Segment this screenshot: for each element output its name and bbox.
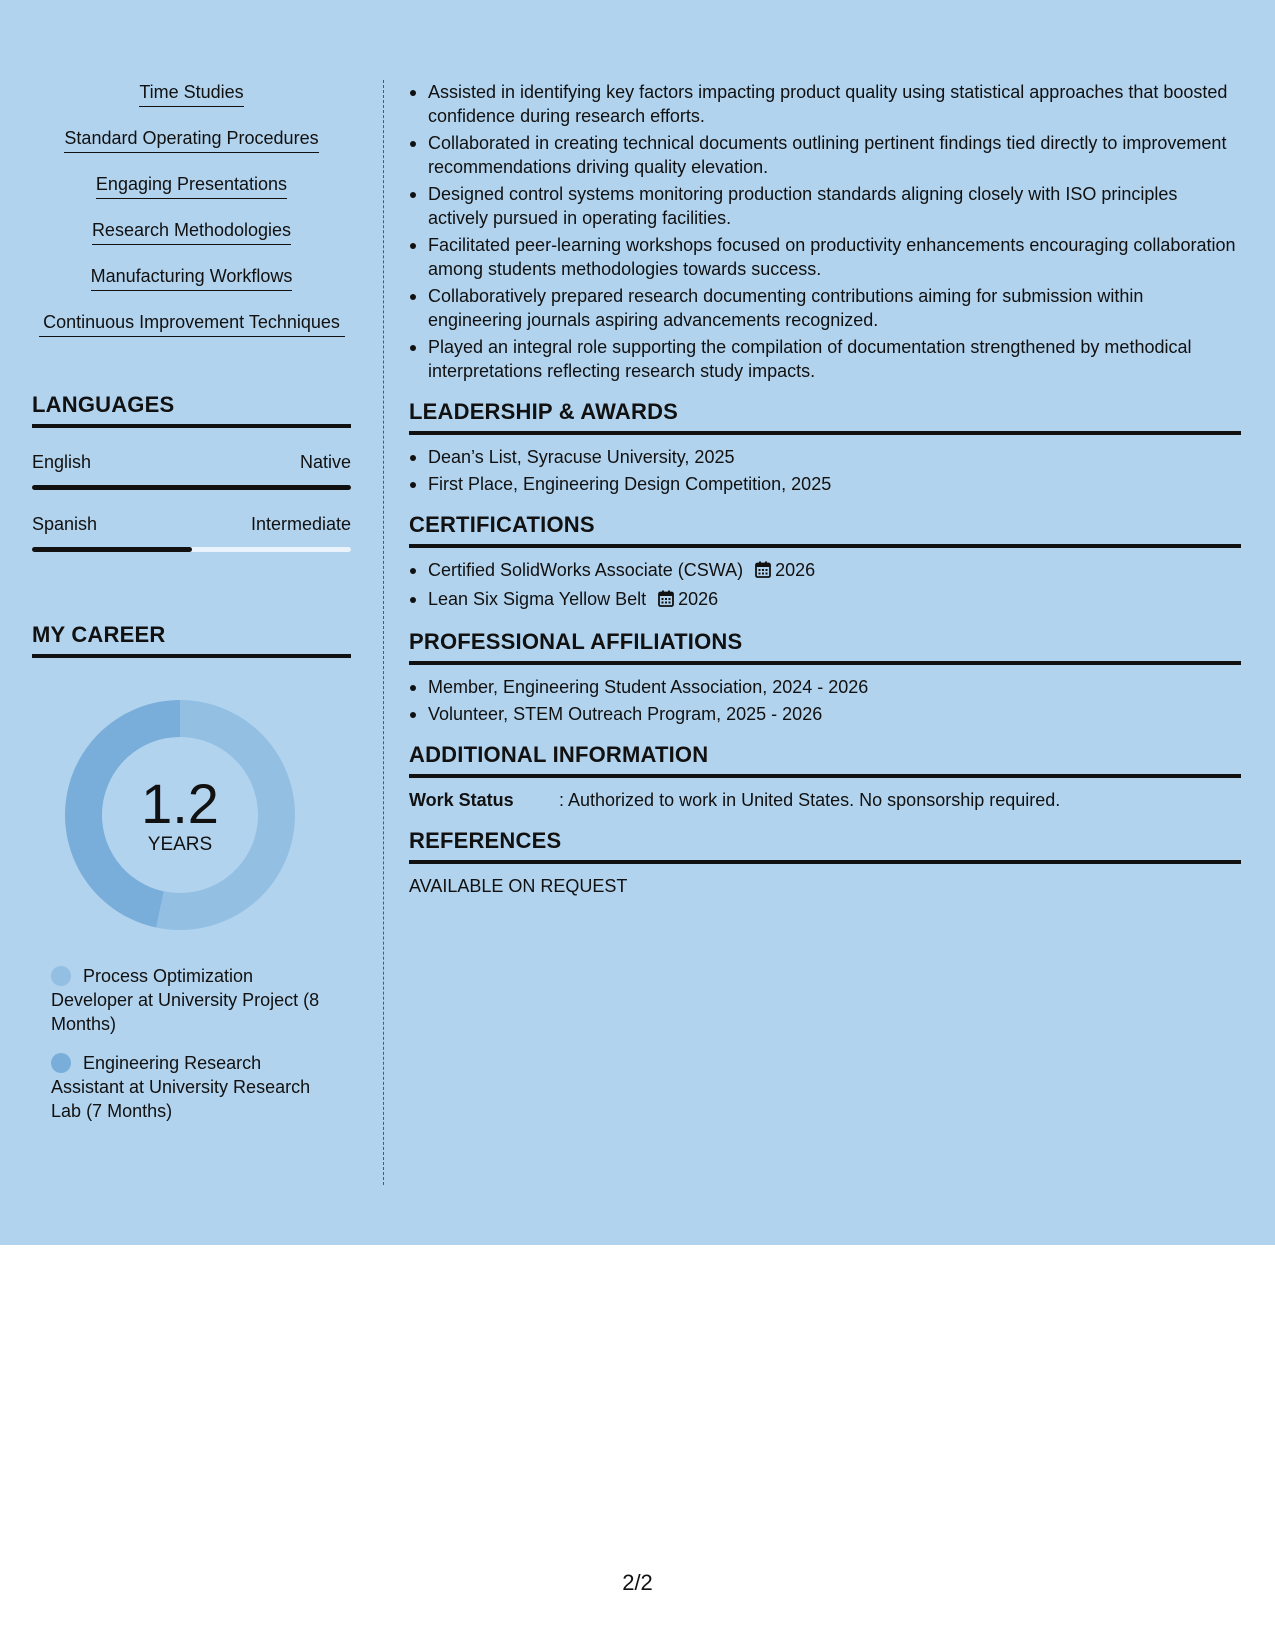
skill-item: Time Studies	[139, 80, 243, 107]
experience-bullet: Assisted in identifying key factors impacting product quality using statistical approaches that boosted confidence during research efforts.	[409, 80, 1241, 128]
experience-bullet: Facilitated peer-learning workshops focused on productivity enhancements encouraging collaboration among students methodologies towards success.	[409, 233, 1241, 281]
certification-item	[409, 558, 1241, 584]
certification-year: 2026	[678, 589, 719, 609]
language-name: English	[32, 452, 92, 472]
language-bar	[32, 485, 351, 490]
certification-name: Lean Six Sigma Yellow Belt	[428, 589, 647, 609]
work-status-value: : Authorized to work in United States. No sponsorship required.	[559, 790, 1061, 810]
skill-item: Continuous Improvement Techniques	[39, 310, 345, 337]
career-title: Engineering Research Assistant at University Research Lab	[51, 1053, 311, 1121]
certification-name: Certified SolidWorks Associate (CSWA)	[428, 560, 744, 580]
affiliations-section	[409, 629, 1241, 726]
language-bar	[32, 547, 351, 552]
right-column	[409, 80, 1241, 898]
career-total-unit: YEARS	[147, 834, 213, 855]
language-level: Native	[299, 452, 351, 472]
left-column	[32, 80, 351, 1138]
experience-bullet: Collaboratively prepared research documenting contributions aiming for submission within engineering journals aspiring advancements recognized.	[409, 284, 1241, 332]
experience-bullet: Collaborated in creating technical documents outlining pertinent findings tied directly to improvement recommendations driving quality elevation.	[409, 131, 1241, 179]
work-status-label: Work Status	[409, 790, 514, 810]
references-text: AVAILABLE ON REQUEST	[409, 876, 628, 896]
career-duration: (8 Months)	[51, 990, 320, 1034]
column-divider	[383, 80, 384, 1185]
work-status-row	[409, 788, 1241, 812]
award-item: First Place, Engineering Design Competition, 2025	[409, 472, 1241, 496]
additional-section	[409, 742, 1241, 812]
experience-bullets	[409, 80, 1241, 383]
page-number: 2/2	[622, 1570, 653, 1595]
skill-item: Standard Operating Procedures	[64, 126, 318, 153]
references-heading: REFERENCES	[409, 828, 1241, 864]
language-name: Spanish	[32, 514, 98, 534]
certification-year: 2026	[775, 560, 816, 580]
language-level: Intermediate	[250, 514, 351, 534]
skill-item: Engaging Presentations	[96, 172, 287, 199]
language-bar-fill	[32, 547, 192, 552]
affiliation-item: Member, Engineering Student Association, 2024 - 2026	[409, 675, 1241, 699]
calendar-icon	[658, 589, 674, 613]
skills-list	[32, 80, 351, 356]
career-legend-item	[51, 1051, 336, 1123]
experience-bullet: Designed control systems monitoring production standards aligning closely with ISO principles actively pursued in operating facilities.	[409, 182, 1241, 230]
experience-bullet: Played an integral role supporting the compilation of documentation strengthened by methodical interpretations reflecting research study impacts.	[409, 335, 1241, 383]
affiliations-heading: PROFESSIONAL AFFILIATIONS	[409, 629, 1241, 665]
skill-item: Research Methodologies	[92, 218, 291, 245]
calendar-icon	[755, 560, 771, 584]
additional-heading: ADDITIONAL INFORMATION	[409, 742, 1241, 778]
language-bar-fill	[32, 485, 351, 490]
skill-item: Manufacturing Workflows	[91, 264, 293, 291]
language-item	[32, 452, 351, 490]
career-legend-item	[51, 964, 336, 1036]
legend-dot-icon	[51, 1053, 71, 1073]
career-title: Process Optimization Developer at University Project	[51, 966, 299, 1010]
language-item	[32, 514, 351, 552]
certifications-heading: CERTIFICATIONS	[409, 512, 1241, 548]
legend-dot-icon	[51, 966, 71, 986]
career-total-value: 1.2	[141, 772, 219, 835]
certifications-section	[409, 512, 1241, 613]
certification-item	[409, 587, 1241, 613]
languages-heading: LANGUAGES	[32, 392, 351, 428]
leadership-heading: LEADERSHIP & AWARDS	[409, 399, 1241, 435]
award-item: Dean’s List, Syracuse University, 2025	[409, 445, 1241, 469]
career-legend	[51, 964, 336, 1123]
affiliation-item: Volunteer, STEM Outreach Program, 2025 - 2026	[409, 702, 1241, 726]
leadership-section	[409, 399, 1241, 496]
career-duration: (7 Months)	[86, 1101, 173, 1121]
career-heading: MY CAREER	[32, 622, 351, 658]
references-section	[409, 828, 1241, 898]
career-donut-chart	[65, 700, 295, 930]
